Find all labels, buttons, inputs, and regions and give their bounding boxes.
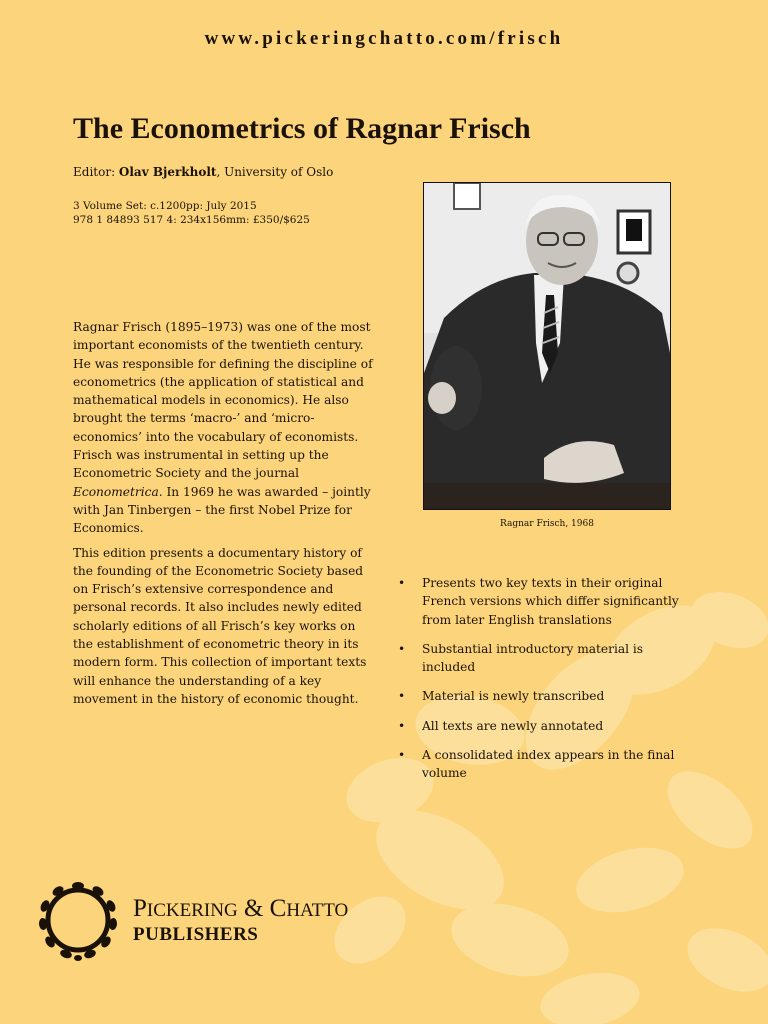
list-item [396,574,696,629]
bullet-icon: • [398,748,406,763]
paragraph-1-text-end: . In 1969 he was awarded – jointly with Jan Tinbergen – the first Nobel Prize for Economics. [73,484,371,536]
publisher-initial-c: C [269,895,287,922]
publisher-subtitle: PUBLISHERS [133,924,259,945]
list-item-text: Substantial introductory material is included [422,641,644,675]
editor-affiliation: , University of Oslo [216,165,334,179]
website-url[interactable]: www.pickeringchatto.com/frisch [204,28,564,49]
editor-name: Olav Bjerkholt [118,165,217,179]
bullet-icon: • [398,689,406,704]
photo-caption: Ragnar Frisch, 1968 [500,519,594,529]
journal-name: Econometrica [73,484,159,499]
volume-info: 3 Volume Set: c.1200pp: July 2015 [73,200,257,212]
list-item-text: Presents two key texts in their original French versions which differ significantly from later English translations [422,576,679,627]
list-item-text: A consolidated index appears in the final volume [422,748,675,781]
wreath-logo-icon [36,878,120,962]
bullet-icon: • [398,641,406,656]
feature-list [396,574,696,794]
bullet-icon: • [398,718,406,733]
bullet-icon: • [398,576,406,590]
portrait-photo [423,182,671,510]
editor-label: Editor: [73,165,119,179]
publisher-ampersand: & [237,895,270,922]
editor-line [73,165,333,179]
list-item-text: Material is newly transcribed [422,689,605,704]
publisher-initial-p: P [133,895,147,922]
publication-details [73,199,310,227]
list-item [396,717,696,735]
publisher-name [133,896,348,924]
publisher-name-part-2: HATTO [286,900,349,921]
list-item-text: All texts are newly annotated [422,718,604,733]
paragraph-1-text: Ragnar Frisch (1895–1973) was one of the most important economists of the twentieth century. He was responsible for defining the discipline of econometrics (the application of statistical and mathematical models in economics). He also brought the terms ‘macro-’ and ‘micro-economics’ into the vocabulary of economists. Frisch was instrumental in setting up the Econometric Society and the journal [73,320,373,481]
list-item [396,640,696,677]
book-title: The Econometrics of Ragnar Frisch [73,112,531,145]
isbn-price: 978 1 84893 517 4: 234x156mm: £350/$625 [73,214,310,226]
list-item [396,687,696,705]
description [73,318,373,714]
description-paragraph-2: This edition presents a documentary history of the founding of the Econometric Society based on Frisch’s extensive correspondence and personal records. It also includes newly edited scholarly editions of all Frisch’s key works on the establishment of econometric theory in its modern form. This collection of important texts will enhance the understanding of a key movement in the history of economic thought. [73,545,367,706]
list-item [396,746,696,783]
publisher-name-part-1: ICKERING [146,900,238,921]
description-paragraph-1 [73,318,373,538]
portrait-illustration [424,183,670,509]
